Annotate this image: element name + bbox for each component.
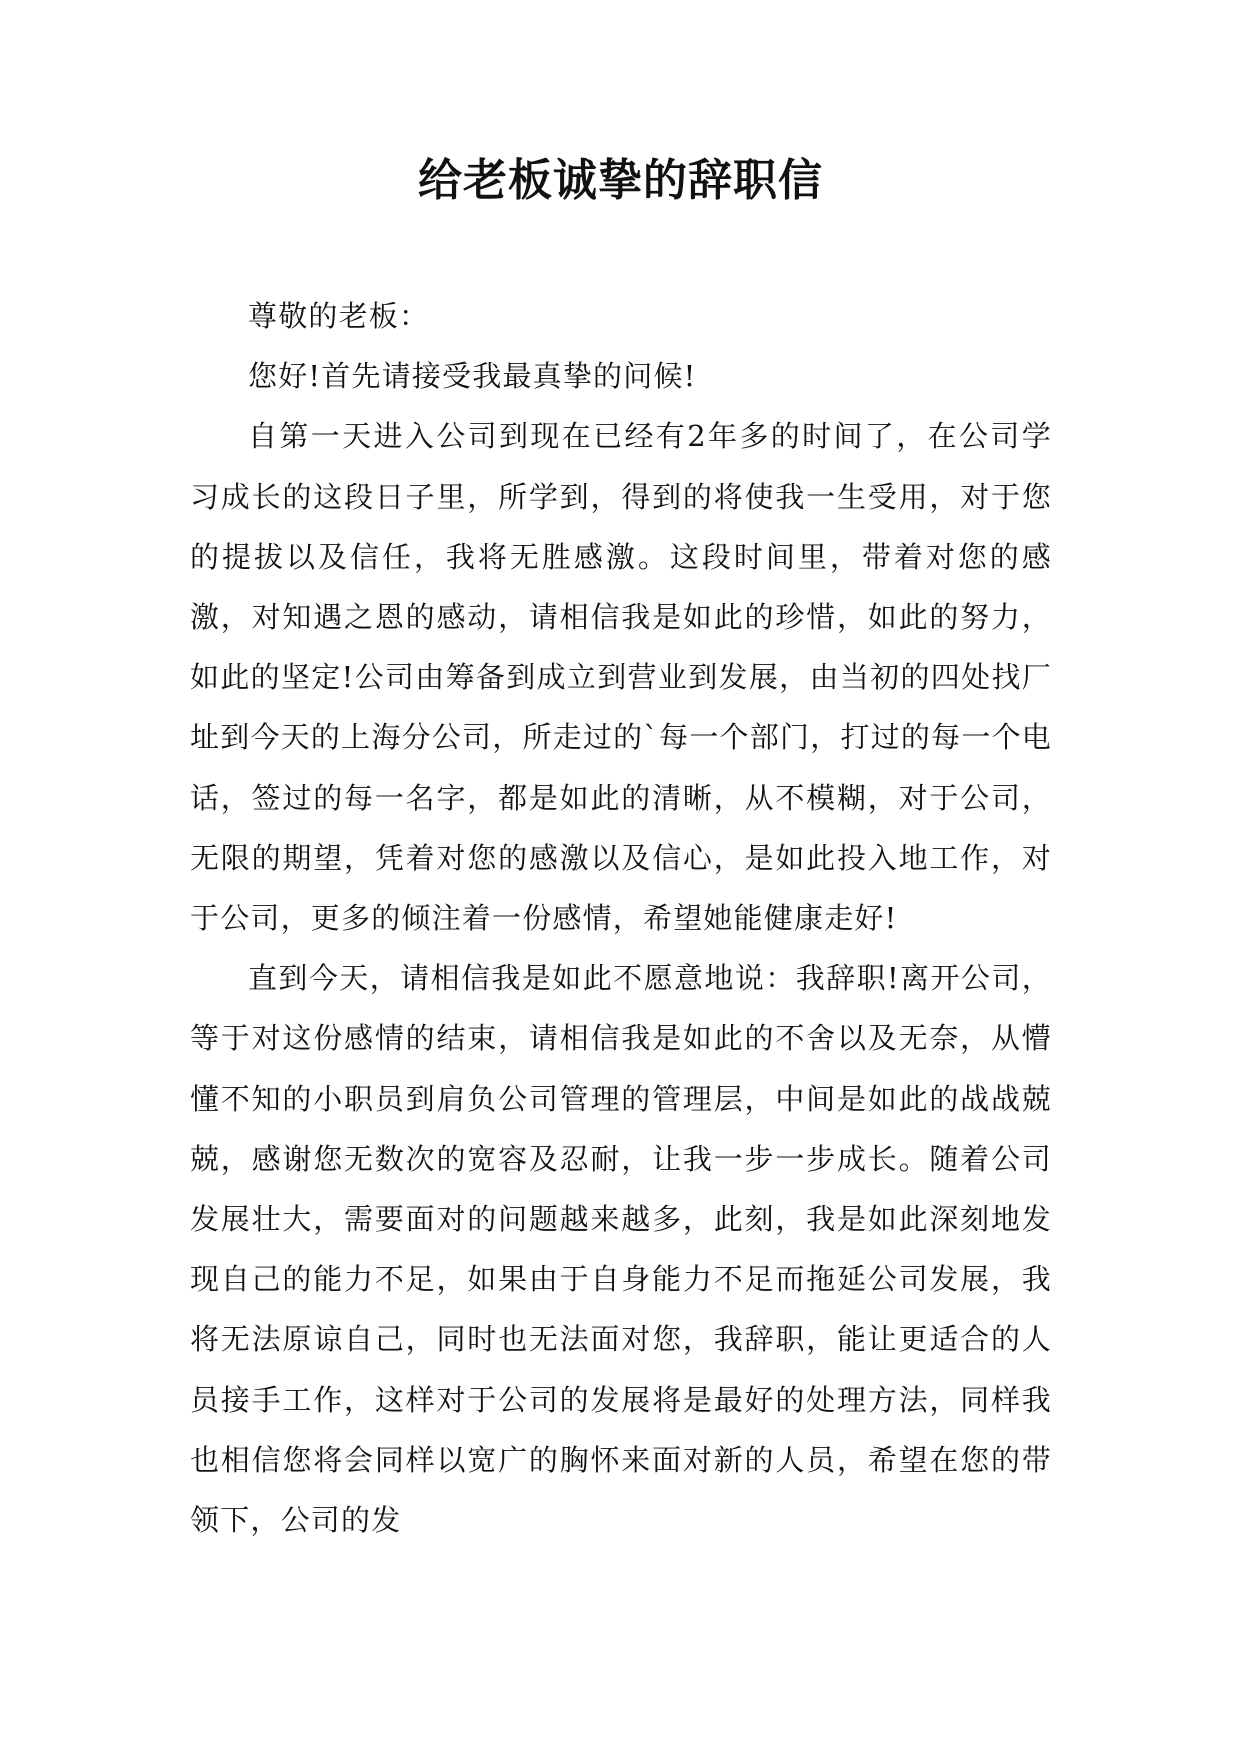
greeting-paragraph: 您好!首先请接受我最真挚的问候! <box>248 359 697 394</box>
body-paragraph: 自第一天进入公司到现在已经有2年多的时间了，在公司学习成长的这段日子里，所学到，得到的将使我一生受用，对于您的提拔以及信任，我将无胜感激。这段时间里，带着对您的感激，对知遇之恩的感动，请相信我是如此的珍惜，如此的努力，如此的坚定!公司由筹备到成立到营业到发展，由当初的四处找厂址到今天的上海分公司，所走过的`每一个部门，打过的每一个电话，签过的每一名字，都是如此的清晰，从不模糊，对于公司，无限的期望，凭着对您的感激以及信心，是如此投入地工作，对于公司，更多的倾注着一份感情，希望她能健康走好! <box>190 419 1052 936</box>
letter-body <box>190 286 1052 1550</box>
document-title: 给老板诚挚的辞职信 <box>418 155 823 206</box>
body-paragraph: 直到今天，请相信我是如此不愿意地说：我辞职!离开公司，等于对这份感情的结束，请相信我是如此的不舍以及无奈，从懵懂不知的小职员到肩负公司管理的管理层，中间是如此的战战兢兢，感谢您无数次的宽容及忍耐，让我一步一步成长。随着公司发展壮大，需要面对的问题越来越多，此刻，我是如此深刻地发现自己的能力不足，如果由于自身能力不足而拖延公司发展，我将无法原谅自己，同时也无法面对您，我辞职，能让更适合的人员接手工作，这样对于公司的发展将是最好的处理方法，同样我也相信您将会同样以宽广的胸怀来面对新的人员，希望在您的带领下，公司的发 <box>190 961 1052 1538</box>
salutation: 尊敬的老板： <box>248 299 430 333</box>
